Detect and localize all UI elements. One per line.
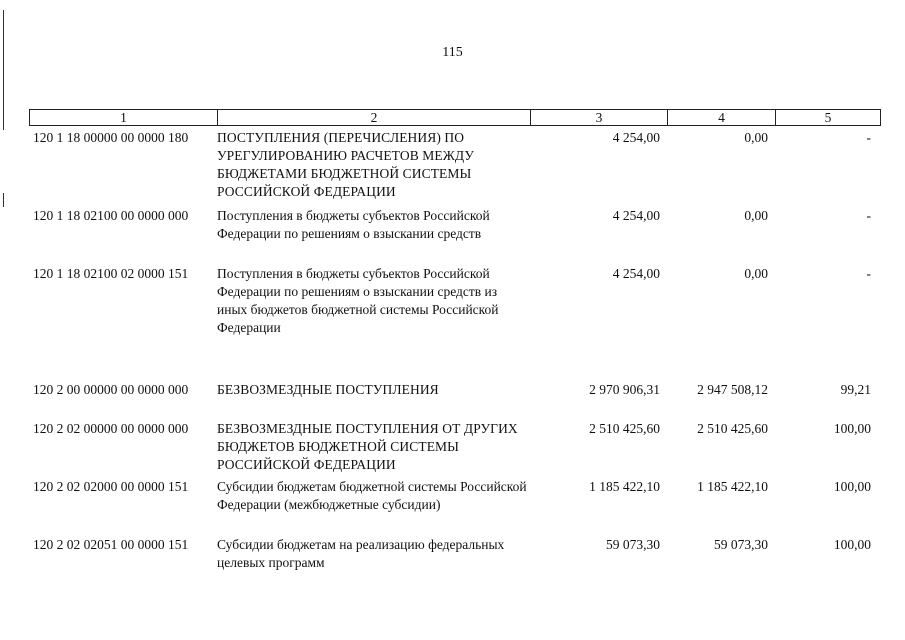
row-value-5: - <box>866 266 871 281</box>
table-header <box>29 109 881 126</box>
row-value-5: - <box>866 208 871 223</box>
row-value-5: - <box>866 130 871 145</box>
header-col-2: 2 <box>217 109 530 126</box>
row-value-4: 2 510 425,60 <box>697 421 768 436</box>
row-name: БЕЗВОЗМЕЗДНЫЕ ПОСТУПЛЕНИЯ ОТ ДРУГИХ БЮДЖЕТОВ БЮДЖЕТНОЙ СИСТЕМЫ РОССИЙСКОЙ ФЕДЕРАЦИИ <box>217 421 518 472</box>
row-code: 120 1 18 00000 00 0000 180 <box>33 130 189 145</box>
row-name: ПОСТУПЛЕНИЯ (ПЕРЕЧИСЛЕНИЯ) ПО УРЕГУЛИРОВАНИЮ РАСЧЕТОВ МЕЖДУ БЮДЖЕТАМИ БЮДЖЕТНОЙ СИСТЕМЫ РОССИЙСКОЙ ФЕДЕРАЦИИ <box>217 130 475 199</box>
row-value-5: 99,21 <box>840 382 871 397</box>
row-name: Субсидии бюджетам на реализацию федеральных целевых программ <box>217 537 505 570</box>
row-value-3: 2 970 906,31 <box>589 382 660 397</box>
header-col-5: 5 <box>775 109 881 126</box>
row-value-3: 4 254,00 <box>612 208 660 223</box>
row-value-4: 1 185 422,10 <box>697 479 768 494</box>
row-name: Поступления в бюджеты субъектов Российской Федерации по решениям о взыскании средств <box>217 208 490 241</box>
row-value-5: 100,00 <box>833 421 871 436</box>
row-code: 120 1 18 02100 00 0000 000 <box>33 208 189 223</box>
row-code: 120 2 00 00000 00 0000 000 <box>33 382 189 397</box>
row-value-4: 59 073,30 <box>714 537 768 552</box>
row-code: 120 2 02 00000 00 0000 000 <box>33 421 189 436</box>
row-value-4: 0,00 <box>744 130 768 145</box>
row-name: Субсидии бюджетам бюджетной системы Российской Федерации (межбюджетные субсидии) <box>217 479 527 512</box>
row-value-5: 100,00 <box>833 537 871 552</box>
row-code: 120 2 02 02000 00 0000 151 <box>33 479 189 494</box>
row-value-3: 59 073,30 <box>606 537 660 552</box>
header-col-3: 3 <box>530 109 667 126</box>
row-value-5: 100,00 <box>833 479 871 494</box>
row-name: Поступления в бюджеты субъектов Российской Федерации по решениям о взыскании средств из иных бюджетов бюджетной системы Российской Федерации <box>217 266 499 335</box>
row-name: БЕЗВОЗМЕЗДНЫЕ ПОСТУПЛЕНИЯ <box>217 382 439 397</box>
row-code: 120 1 18 02100 02 0000 151 <box>33 266 189 281</box>
left-margin-line <box>3 10 4 130</box>
row-value-3: 2 510 425,60 <box>589 421 660 436</box>
row-value-3: 4 254,00 <box>612 130 660 145</box>
row-value-4: 0,00 <box>744 208 768 223</box>
page-number: 115 <box>442 45 463 60</box>
left-margin-mark <box>3 193 4 207</box>
row-code: 120 2 02 02051 00 0000 151 <box>33 537 189 552</box>
row-value-3: 4 254,00 <box>612 266 660 281</box>
row-value-4: 0,00 <box>744 266 768 281</box>
header-col-1: 1 <box>29 109 217 126</box>
header-col-4: 4 <box>667 109 775 126</box>
row-value-4: 2 947 508,12 <box>697 382 768 397</box>
row-value-3: 1 185 422,10 <box>589 479 660 494</box>
